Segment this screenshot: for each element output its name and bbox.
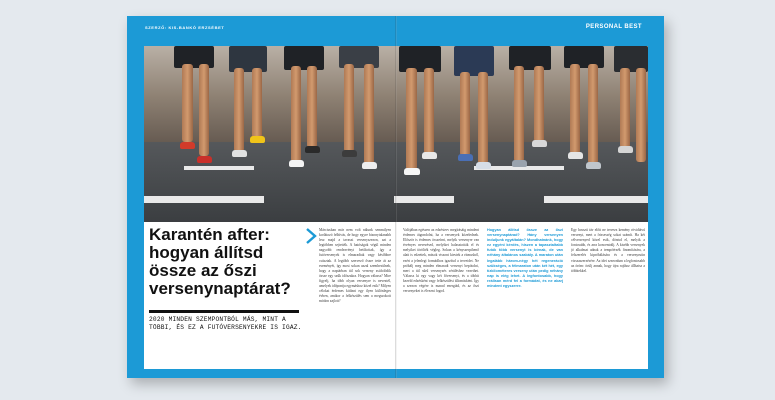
runner-shoe bbox=[532, 140, 547, 147]
runner-leg bbox=[364, 64, 374, 164]
runner-shoe bbox=[618, 146, 633, 153]
page-footer-left: 28 RUNNER'S WORLD 2020 bbox=[145, 366, 198, 370]
road-marking bbox=[394, 196, 454, 203]
road-marking bbox=[544, 196, 648, 203]
runner-leg bbox=[252, 68, 262, 138]
article-paragraph: Valójában egészen az edzésterv megírásáig mindent érdemes átgondolni, ha a versenyek közelednek. Először is érdemes összeírni, melyik versenyre van érvényes nevezésed, melyiket halasztották el és melyiket törölték végleg. Sokan a kényszerpihenő alatt is edzettek, mások viszont kiestek a ritmusból, ezért a jelenlegi formádhoz igazítsd a terveidet. Ne próbálj meg minden elmaradt versenyt bepótolni, mert a túl sűrű versenyzés sérüléshez vezethet. Válassz ki egy vagy két főversenyt, és a többit kezeld edzésként vagy felkészülési állomásként. Így a szezon végére is marad energiád, és az őszi versenyeket is élvezni fogod. bbox=[403, 228, 479, 294]
runner-leg bbox=[199, 64, 209, 156]
runner-shoe bbox=[197, 156, 212, 163]
spread-spine bbox=[395, 16, 397, 378]
runner-shoe bbox=[180, 142, 195, 149]
runner-shoe bbox=[305, 146, 320, 153]
runner-leg bbox=[478, 72, 488, 164]
arrow-right-icon bbox=[305, 228, 317, 244]
runner-leg bbox=[344, 64, 354, 152]
runner-leg bbox=[588, 64, 598, 164]
runner-shoe bbox=[289, 160, 304, 167]
runner-shorts bbox=[284, 46, 324, 70]
runner-leg bbox=[291, 66, 301, 162]
runner-leg bbox=[570, 64, 580, 154]
runner-shoe bbox=[232, 150, 247, 157]
runner-shoe bbox=[342, 150, 357, 157]
runner-leg bbox=[514, 66, 524, 162]
runner-leg bbox=[307, 66, 317, 148]
article-paragraph: Márciusban már nem volt nálunk semmilyen korlátozó felhívás, de hogy egyre bizonytalanabb lesz majd a tavaszi versenyszezon, azt a legtöbben sejtették. A hatóságok végül minden nagyobb rendezvényt betiltottak, így a futóversenyek is elmaradtak vagy későbbre csúsztak. A legtöbb szervező őszre tette át az eseményét, így most sokan azzal szembesülnek, hogy a naptárban túl sok verseny zsúfolódik össze egy szűk időszakra. Hogyan válassz? Mire figyelj, ha több olyan versenyre is neveztél, amelyek időpontja egymáshoz közel esik? Milyen célokat érdemes kitűzni egy ilyen különleges évben, amikor a felkészülés sem a megszokott módon zajlott? bbox=[319, 228, 391, 304]
runner-shoe bbox=[512, 160, 527, 167]
runner-leg bbox=[406, 68, 417, 170]
runner-shoe bbox=[568, 152, 583, 159]
section-header-author: SZERZŐ: KIS-BANKÓ ERZSÉBET bbox=[145, 25, 225, 30]
runner-shoe bbox=[362, 162, 377, 169]
road-marking bbox=[184, 166, 254, 170]
article-column-3 bbox=[487, 228, 563, 366]
road-marking bbox=[144, 196, 264, 203]
article-subhead: 2020 MINDEN SZEMPONTBÓL MÁS, MINT A TÖBBI, ÉS EZ A FUTÓVERSENYEKRE IS IGAZ. bbox=[149, 316, 302, 331]
runner-shoe bbox=[250, 136, 265, 143]
article-column-1 bbox=[319, 228, 391, 366]
runner-leg bbox=[534, 66, 544, 142]
runner-leg bbox=[620, 68, 630, 148]
article-paragraph: Egy hosszú táv előtt ne tervezz kemény rövidtávú versenyt, mert a frissesség sokat számít. Ha két célversenyed közel esik, döntsd el, melyik a fontosabb, és arra koncentrálj. A kisebb versenyek jó alkalmat adnak a tempóérzék finomítására, a felszerelés kipróbálására és a versenyrutin visszaszerzésére. Az idei szezonban a legfontosabb az öröm: örülj annak, hogy újra rajthoz állhatsz a többiekkel. bbox=[571, 228, 645, 273]
runner-shoe bbox=[404, 168, 420, 175]
runner-leg bbox=[234, 68, 244, 152]
article-column-2 bbox=[403, 228, 479, 366]
page-footer-right: 2020 RUNNER'S WORLD 29 bbox=[591, 366, 644, 370]
runner-leg bbox=[182, 64, 193, 142]
section-header-title: PERSONAL BEST bbox=[585, 24, 642, 30]
runner-shoe bbox=[586, 162, 601, 169]
runner-shorts bbox=[454, 46, 494, 76]
magazine-spread bbox=[127, 16, 664, 378]
article-column-4 bbox=[571, 228, 645, 366]
article-paragraph: Hogyan állítsd össze az őszi versenynaptárad? Hány versenyen induljunk egyáltalán? Mondhatnánk, hogy ez egyéni kérdés, hiszen a tapasztaltabb futók több versenyt is bírnak, de van néhány általános szabály. A maraton után legalább három-négy hét regeneráció szükséges, a félmaraton után két hét, egy tízkilométeres verseny után pedig néhány nap is elég lehet. A legfontosabb, hogy reálisan mérd fel a formádat, és ne akarj mindent egyszerre. bbox=[487, 228, 563, 289]
runner-leg bbox=[460, 72, 470, 156]
runner-shorts bbox=[399, 46, 441, 72]
runner-shoe bbox=[476, 162, 491, 169]
runner-shoe bbox=[422, 152, 437, 159]
headline-rule bbox=[149, 310, 299, 313]
runner-leg bbox=[636, 68, 646, 162]
article-headline: Karantén after: hogyan állítsd össze az őszi versenynaptárat? bbox=[149, 225, 291, 298]
runner-leg bbox=[424, 68, 434, 154]
runner-shoe bbox=[458, 154, 473, 161]
